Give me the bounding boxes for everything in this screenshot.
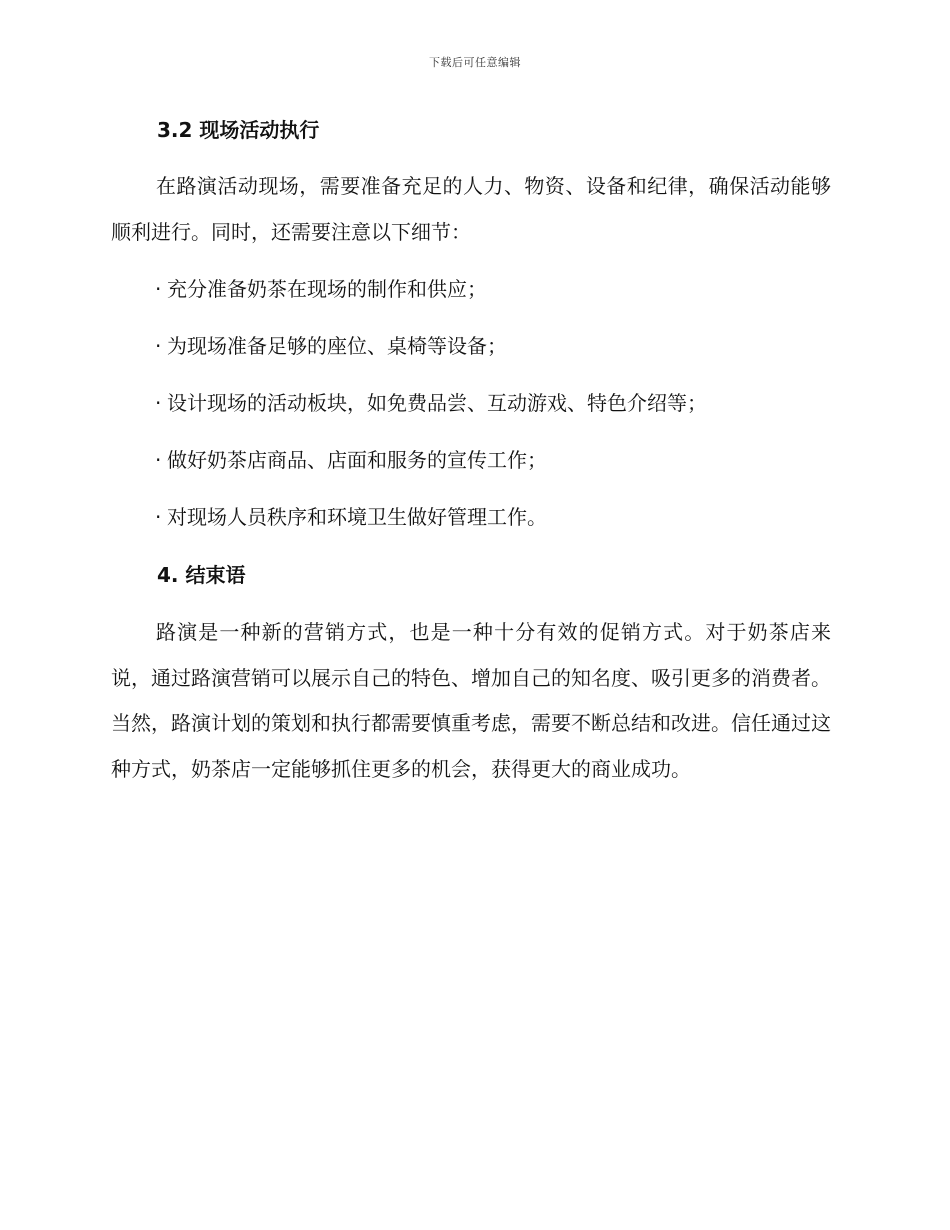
- section-3-2-intro-paragraph: 在路演活动现场，需要准备充足的人力、物资、设备和纪律，确保活动能够顺利进行。同时，还需要注意以下细节：: [111, 174, 831, 244]
- section-4-body-paragraph: 路演是一种新的营销方式，也是一种十分有效的促销方式。对于奶茶店来说，通过路演营销可以展示自己的特色、增加自己的知名度、吸引更多的消费者。当然，路演计划的策划和执行都需要慎重考虑，需要不断总结和改进。信任通过这种方式，奶茶店一定能够抓住更多的机会，获得更大的商业成功。: [111, 620, 831, 781]
- bullet-item: [155, 505, 547, 529]
- bullet-item: [155, 391, 707, 415]
- bullet-text: 充分准备奶茶在现场的制作和供应；: [167, 277, 487, 301]
- bullet-marker: ·: [155, 391, 162, 415]
- bullet-item: [155, 448, 547, 472]
- page-header-note: 下载后可任意编辑: [429, 56, 521, 69]
- bullet-text: 做好奶茶店商品、店面和服务的宣传工作；: [167, 448, 547, 472]
- bullet-item: [155, 334, 507, 358]
- bullet-marker: ·: [155, 448, 162, 472]
- bullet-marker: ·: [155, 505, 162, 529]
- bullet-text: 对现场人员秩序和环境卫生做好管理工作。: [167, 505, 547, 529]
- bullet-marker: ·: [155, 277, 162, 301]
- section-heading-4: 4. 结束语: [157, 563, 246, 587]
- bullet-item: [155, 277, 487, 301]
- section-heading-3-2: 3.2 现场活动执行: [157, 118, 320, 142]
- bullet-text: 为现场准备足够的座位、桌椅等设备；: [167, 334, 507, 358]
- bullet-text: 设计现场的活动板块，如免费品尝、互动游戏、特色介绍等；: [167, 391, 707, 415]
- bullet-marker: ·: [155, 334, 162, 358]
